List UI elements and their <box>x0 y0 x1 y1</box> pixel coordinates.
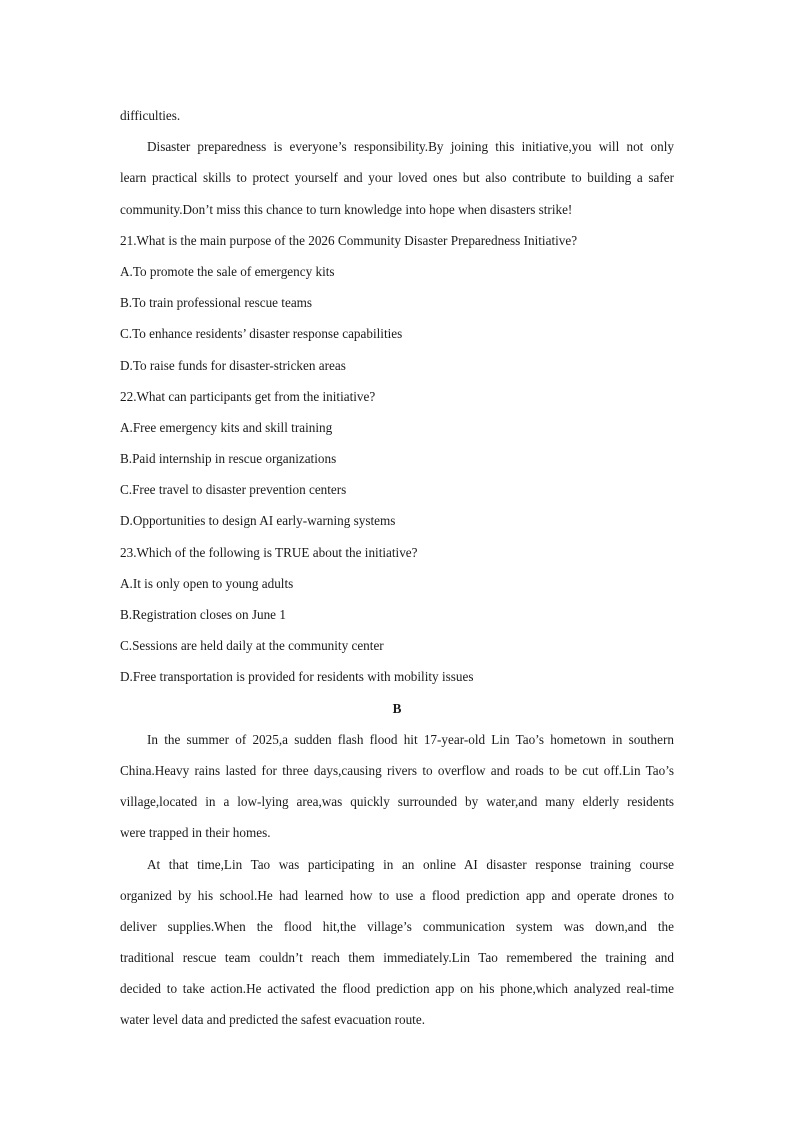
text-line: B.Paid internship in rescue organizations <box>120 451 337 467</box>
text-line: D.Free transportation is provided for residents with mobility issues <box>120 669 474 685</box>
text-line: traditional rescue team couldn’t reach them immediately.Lin Tao remembered the training and <box>120 950 674 966</box>
text-line: community.Don’t miss this chance to turn knowledge into hope when disasters strike! <box>120 201 573 217</box>
text-line: B.Registration closes on June 1 <box>120 607 286 622</box>
text-line: China.Heavy rains lasted for three days,causing rivers to overflow and roads to be cut off.Lin Tao’s <box>120 762 674 778</box>
text-line: A.Free emergency kits and skill training <box>120 419 333 435</box>
text-line: In the summer of 2025,a sudden flash flood hit 17-year-old Lin Tao’s hometown in southern <box>147 731 674 747</box>
text-line: 21.What is the main purpose of the 2026 Community Disaster Preparedness Initiative? <box>120 232 578 248</box>
text-line: D.To raise funds for disaster-stricken areas <box>120 357 346 373</box>
text-line: 23.Which of the following is TRUE about the initiative? <box>120 544 418 560</box>
text-line: village,located in a low-lying area,was quickly surrounded by water,and many elderly residents <box>120 794 674 810</box>
text-line: C.Sessions are held daily at the community center <box>120 638 384 654</box>
text-line: A.It is only open to young adults <box>120 575 294 591</box>
document-body <box>120 100 674 1036</box>
text-line: difficulties. <box>120 108 181 123</box>
text-line: Disaster preparedness is everyone’s responsibility.By joining this initiative,you will not only <box>147 139 674 155</box>
text-line: D.Opportunities to design AI early-warning systems <box>120 513 396 529</box>
text-line: deliver supplies.When the flood hit,the village’s communication system was down,and the <box>120 918 674 934</box>
text-line: C.Free travel to disaster prevention centers <box>120 482 347 498</box>
text-line: water level data and predicted the safest evacuation route. <box>120 1012 425 1028</box>
text-line: At that time,Lin Tao was participating in an online AI disaster response training course <box>147 856 674 872</box>
text-line: decided to take action.He activated the flood prediction app on his phone,which analyzed real-time <box>120 981 674 997</box>
text-line: learn practical skills to protect yourself and your loved ones but also contribute to building a safer <box>120 170 674 186</box>
text-line: B.To train professional rescue teams <box>120 295 313 311</box>
text-line: A.To promote the sale of emergency kits <box>120 263 335 279</box>
section-heading: B <box>392 700 402 716</box>
text-line: C.To enhance residents’ disaster response capabilities <box>120 326 403 342</box>
text-line: were trapped in their homes. <box>120 825 271 841</box>
text-line: organized by his school.He had learned how to use a flood prediction app and operate drones to <box>120 887 674 903</box>
text-line: 22.What can participants get from the initiative? <box>120 388 376 404</box>
